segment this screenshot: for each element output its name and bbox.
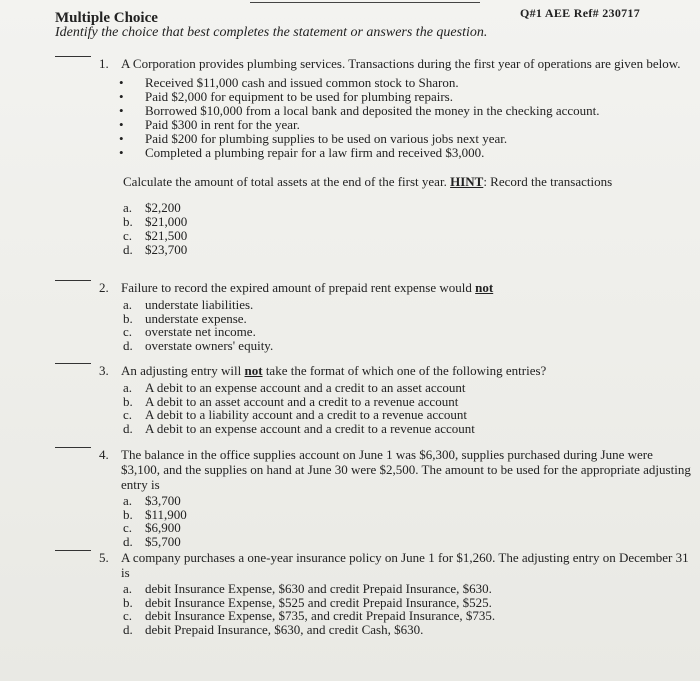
question-text: The balance in the office supplies account on June 1 was $6,300, supplies purchased during June were $3,100, and the supplies on hand at June 30 were $2,500. The amount to be used for the appropriate adjusting entry is [121, 447, 691, 492]
question-number: 2. [99, 280, 109, 295]
list-item: • Paid $2,000 for equipment to be used for plumbing repairs. [119, 89, 453, 104]
answer-blank-4[interactable] [55, 447, 91, 448]
transaction-list [119, 76, 695, 160]
option-a[interactable]: a. A debit to an expense account and a credit to an asset account [123, 380, 466, 395]
option-c[interactable]: c. A debit to a liability account and a credit to a revenue account [123, 407, 467, 422]
list-item: • Paid $200 for plumbing supplies to be used on various jobs next year. [119, 131, 508, 146]
option-c[interactable]: c. $6,900 [123, 520, 181, 535]
answer-blank-5[interactable] [55, 550, 91, 551]
question-4 [55, 447, 695, 548]
option-b[interactable]: b. $11,900 [123, 506, 187, 522]
question-text: Failure to record the expired amount of prepaid rent expense would not [121, 280, 494, 295]
top-divider [250, 2, 480, 3]
question-text: A company purchases a one-year insurance policy on June 1 for $1,260. The adjusting entry on December 31 is [121, 550, 689, 580]
answer-blank-3[interactable] [55, 363, 91, 364]
option-b[interactable]: b. understate expense. [123, 310, 247, 326]
question-2 [55, 280, 695, 352]
question-3 [55, 363, 695, 435]
calc-instruction: Calculate the amount of total assets at the end of the first year. HINT: Record the transactions [123, 174, 613, 189]
option-c[interactable]: c. overstate net income. [123, 324, 256, 339]
option-c[interactable]: c. $21,500 [123, 228, 188, 243]
list-item: • Borrowed $10,000 from a local bank and deposited the money in the checking account. [119, 103, 600, 118]
option-b[interactable]: b. A debit to an asset account and a credit to a revenue account [123, 393, 459, 409]
answer-blank-2[interactable] [55, 280, 91, 281]
option-a[interactable]: a. $2,200 [123, 200, 181, 215]
reference-number: Q#1 AEE Ref# 230717 [520, 6, 641, 20]
option-a[interactable]: a. understate liabilities. [123, 297, 254, 312]
answer-options [123, 201, 695, 257]
list-item: • Paid $300 in rent for the year. [119, 117, 300, 132]
list-item: • Received $11,000 cash and issued common stock to Sharon. [119, 75, 459, 90]
list-item: • Completed a plumbing repair for a law firm and received $3,000. [119, 145, 485, 160]
answer-options [123, 381, 695, 435]
question-number: 1. [99, 56, 109, 71]
question-1 [55, 56, 695, 257]
question-number: 4. [99, 447, 109, 462]
hint-label: HINT [450, 174, 484, 189]
option-d[interactable]: d. A debit to an expense account and a credit to a revenue account [123, 420, 475, 436]
option-d[interactable]: d. overstate owners' equity. [123, 337, 274, 353]
option-d[interactable]: d. $5,700 [123, 533, 181, 549]
question-5 [55, 550, 695, 636]
question-text: An adjusting entry will not take the format of which one of the following entries? [121, 363, 547, 378]
option-b[interactable]: b. $21,000 [123, 214, 188, 229]
option-b[interactable]: b. debit Insurance Expense, $525 and credit Prepaid Insurance, $525. [123, 594, 492, 610]
option-c[interactable]: c. debit Insurance Expense, $735, and credit Prepaid Insurance, $735. [123, 608, 496, 623]
instructions: Identify the choice that best completes the statement or answers the question. [55, 25, 488, 40]
answer-options [123, 494, 695, 548]
option-d[interactable]: d. debit Prepaid Insurance, $630, and credit Cash, $630. [123, 621, 424, 637]
question-text: A Corporation provides plumbing services. Transactions during the first year of operations are given below. [121, 56, 681, 71]
answer-blank-1[interactable] [55, 56, 91, 57]
question-number: 5. [99, 550, 109, 565]
option-a[interactable]: a. $3,700 [123, 493, 181, 508]
question-number: 3. [99, 363, 109, 378]
answer-options [123, 298, 695, 352]
option-d[interactable]: d. $23,700 [123, 242, 188, 257]
page-title: Multiple Choice [55, 10, 158, 26]
option-a[interactable]: a. debit Insurance Expense, $630 and credit Prepaid Insurance, $630. [123, 581, 492, 596]
answer-options [123, 582, 695, 636]
